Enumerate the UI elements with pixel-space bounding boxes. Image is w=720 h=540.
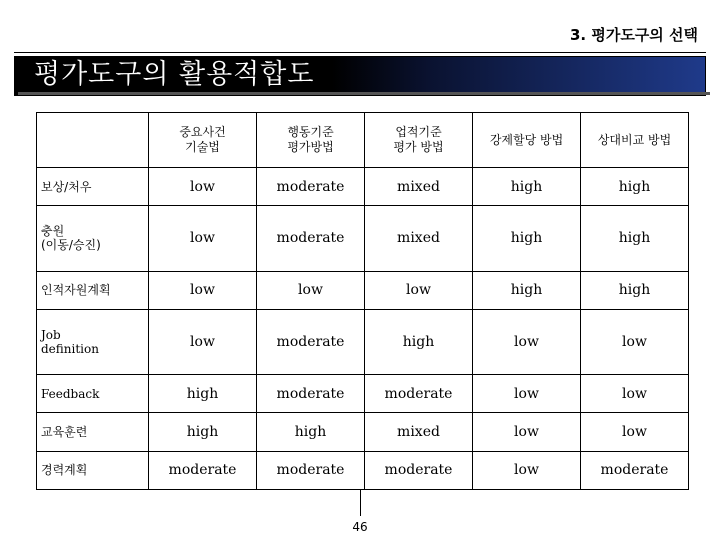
table-cell: mixed xyxy=(365,413,473,451)
row-label: 보상/처우 xyxy=(37,168,149,206)
table-cell: moderate xyxy=(257,206,365,271)
row-label: 인적자원계획 xyxy=(37,271,149,309)
table-cell: low xyxy=(149,206,257,271)
table-cell: low xyxy=(473,309,581,374)
table-cell: moderate xyxy=(581,451,689,489)
table-row xyxy=(37,375,689,413)
table-header-row xyxy=(37,113,689,168)
table-cell: low xyxy=(473,413,581,451)
section-title: 3. 평가도구의 선택 xyxy=(569,26,698,44)
table-row xyxy=(37,451,689,489)
suitability-table xyxy=(36,112,689,490)
row-label: Job definition xyxy=(37,309,149,374)
row-label: 충원 (이동/승진) xyxy=(37,206,149,271)
column-header-corner xyxy=(37,113,149,168)
table-cell: high xyxy=(473,206,581,271)
table-cell: low xyxy=(473,375,581,413)
table-cell: moderate xyxy=(257,309,365,374)
row-label: Feedback xyxy=(37,375,149,413)
row-label: 교육훈련 xyxy=(37,413,149,451)
table-cell: moderate xyxy=(257,168,365,206)
table-cell: high xyxy=(257,413,365,451)
table-cell: low xyxy=(149,309,257,374)
table-cell: high xyxy=(365,309,473,374)
table-cell: mixed xyxy=(365,206,473,271)
table-row xyxy=(37,413,689,451)
column-header: 중요사건 기술법 xyxy=(149,113,257,168)
column-header: 행동기준 평가방법 xyxy=(257,113,365,168)
table-cell: high xyxy=(581,271,689,309)
table-cell: low xyxy=(581,309,689,374)
table-cell: moderate xyxy=(149,451,257,489)
table-row xyxy=(37,168,689,206)
table-row xyxy=(37,206,689,271)
table-cell: moderate xyxy=(365,451,473,489)
footer-divider xyxy=(360,490,361,516)
table-cell: low xyxy=(473,451,581,489)
table-cell: moderate xyxy=(365,375,473,413)
row-label: 경력계획 xyxy=(37,451,149,489)
table-cell: high xyxy=(149,375,257,413)
table-row xyxy=(37,271,689,309)
table-cell: high xyxy=(581,206,689,271)
table-cell: low xyxy=(149,168,257,206)
table-cell: high xyxy=(473,168,581,206)
table-cell: low xyxy=(581,413,689,451)
table-cell: low xyxy=(149,271,257,309)
table-cell: low xyxy=(257,271,365,309)
column-header: 강제할당 방법 xyxy=(473,113,581,168)
table-cell: high xyxy=(581,168,689,206)
table-row xyxy=(37,309,689,374)
table-cell: low xyxy=(581,375,689,413)
table-cell: moderate xyxy=(257,375,365,413)
column-header: 업적기준 평가 방법 xyxy=(365,113,473,168)
header-divider xyxy=(14,52,706,53)
page-number: 46 xyxy=(352,520,368,534)
page-title: 평가도구의 활용적합도 xyxy=(34,59,315,90)
column-header: 상대비교 방법 xyxy=(581,113,689,168)
table-cell: high xyxy=(149,413,257,451)
table-cell: mixed xyxy=(365,168,473,206)
table-cell: moderate xyxy=(257,451,365,489)
table-cell: low xyxy=(365,271,473,309)
table-cell: high xyxy=(473,271,581,309)
